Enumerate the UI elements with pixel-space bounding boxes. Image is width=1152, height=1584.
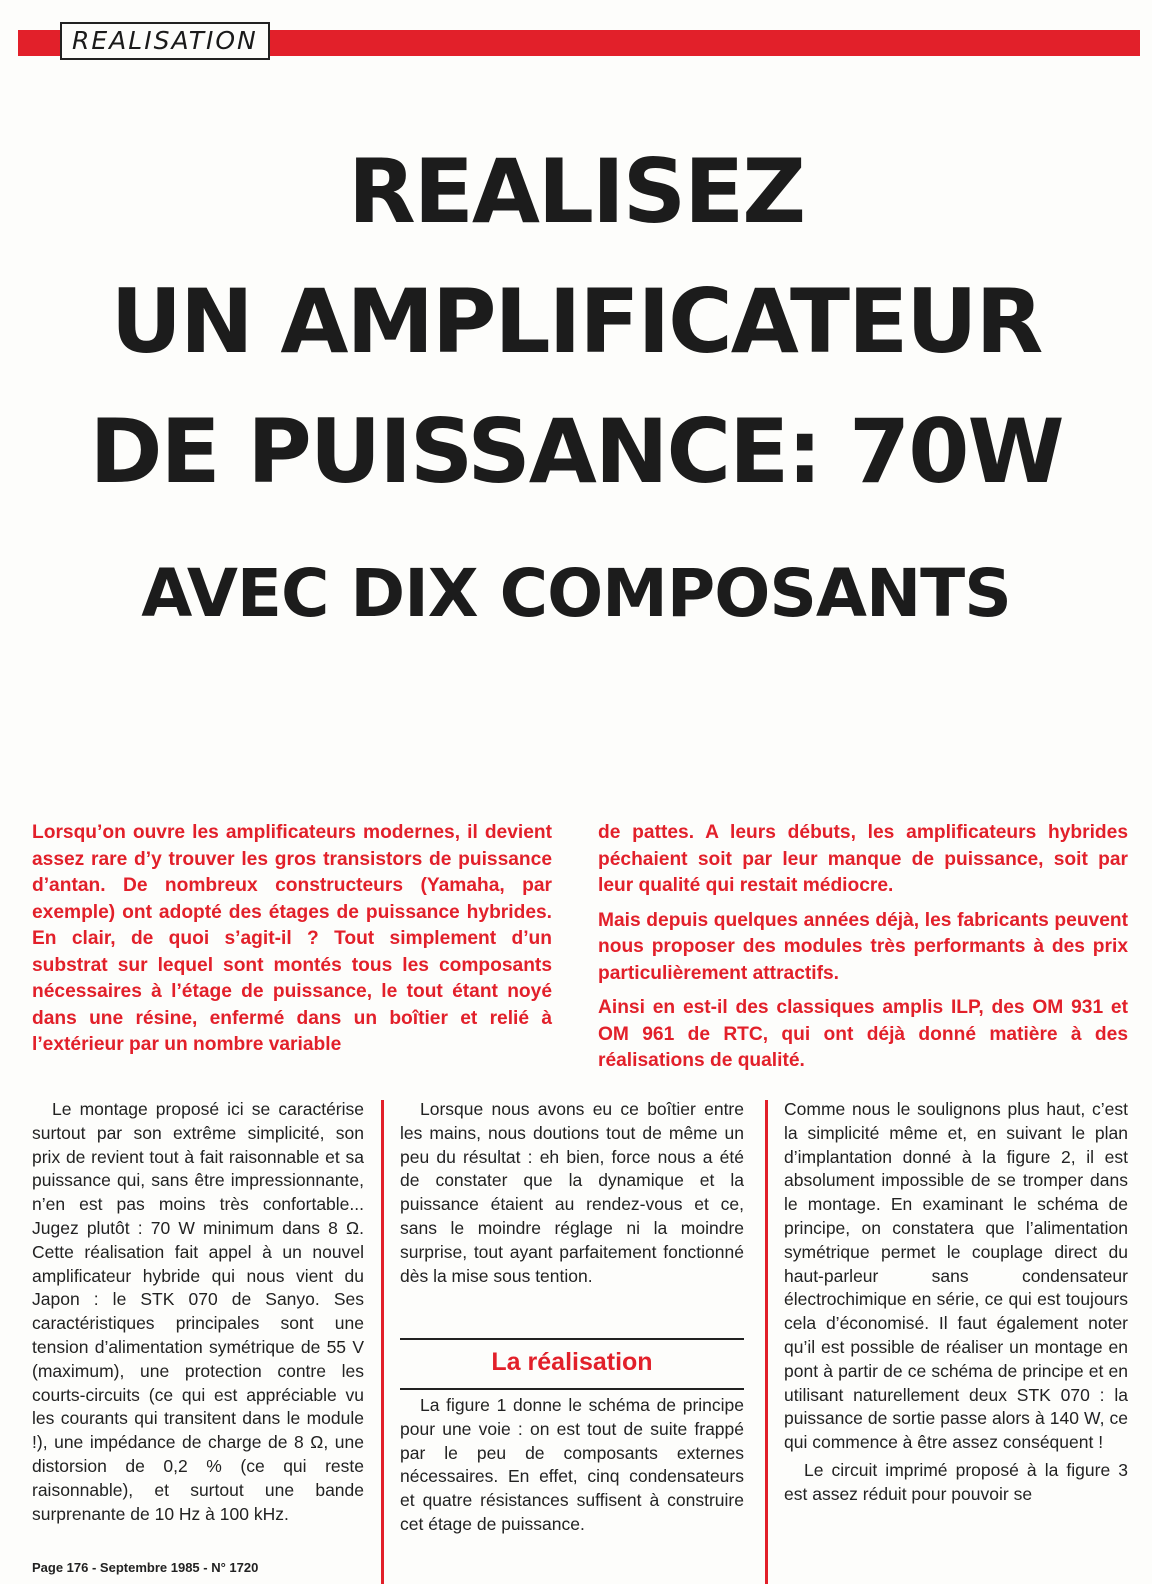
title-line-4: AVEC DIX COMPOSANTS (141, 555, 1011, 632)
intro-left-column (32, 820, 552, 1059)
title-line-1: REALISEZ (347, 140, 805, 243)
section-label: REALISATION (60, 22, 270, 60)
intro-right-paragraph-1: de pattes. A leurs débuts, les amplificateurs hybrides péchaient soit par leur manque de puissance, soit par leur qualité qui restait médiocre. (598, 822, 1128, 896)
subhead-rule-top (400, 1338, 744, 1340)
intro-right-paragraph-2: Mais depuis quelques années déjà, les fabricants peuvent nous proposer des modules très performants à des prix particulièrement attractifs. (598, 909, 1128, 984)
intro-right-paragraph-3: Ainsi en est-il des classiques amplis ILP, des OM 931 et OM 961 de RTC, qui ont déjà donné matière à des réalisations de qualité. (598, 997, 1128, 1071)
body-column-1-text: Le montage proposé ici se caractérise surtout par son extrême simplicité, son prix de revient tout à fait raisonnable et sa puissance qui, sans être impressionnante, n’en est pas moins très confortable... Jugez plutôt : 70 W minimum dans 8 Ω. Cette réalisation fait appel à un nouvel amplificateur hybride qui nous vient du Japon : le STK 070 de Sanyo. Ses caractéristiques principales sont une tension d’alimentation symétrique de 55 V (maximum), une protection contre les courts-circuits (ce qui est appréciable vu les courants qui transitent dans le module !), une impédance de charge de 8 Ω, une distorsion de 0,2 % (ce qui reste raisonnable), et surtout une bande surprenante de 10 Hz à 100 kHz. (32, 1099, 364, 1524)
subhead-rule-bottom (400, 1388, 744, 1390)
subheading: La réalisation (491, 1348, 653, 1376)
intro-right-column (598, 820, 1128, 1075)
page-footer: Page 176 - Septembre 1985 - N° 1720 (32, 1560, 259, 1575)
body-column-3 (784, 1098, 1128, 1548)
body-column-3-paragraph-1: Comme nous le soulignons plus haut, c’est la simplicité même et, en suivant le plan d’implantation donné à la figure 2, il est absolument impossible de se tromper dans le montage. En examinant le schéma de principe, on constatera que l’alimentation symétrique permet le couplage direct du haut-parleur sans condensateur électrochimique en série, ce qui est toujours cela d’économisé. Il faut également noter qu’il est possible de réaliser un montage en pont à partir de ce schéma de principe et en utilisant naturellement deux STK 070 : la puissance de sortie passe alors à 140 W, ce qui commence à être assez conséquent ! (784, 1099, 1128, 1453)
intro-left-text: Lorsqu’on ouvre les amplificateurs modernes, il devient assez rare d’y trouver les gros transistors de puissance d’antan. De nombreux constructeurs (Yamaha, par exemple) ont adopté des étages de puissance hybrides. En clair, de quoi s’agit-il ? Tout simplement d’un substrat sur lequel sont montés tous les composants nécessaires à l’étage de puissance, le tout étant noyé dans une résine, enfermé dans un boîtier et relié à l’extérieur par un nombre variable (32, 822, 552, 1055)
column-divider-2 (765, 1100, 768, 1584)
body-column-2-continued-text: La figure 1 donne le schéma de principe pour une voie : on est tout de suite frappé par le peu de composants externes nécessaires. En effet, cinq condensateurs et quatre résistances suffisent à construire cet étage de puissance. (400, 1395, 744, 1534)
title-line-2: UN AMPLIFICATEUR (110, 270, 1042, 373)
body-column-2 (400, 1098, 744, 1333)
body-column-1 (32, 1098, 364, 1548)
body-column-3-paragraph-2: Le circuit imprimé proposé à la figure 3 est assez réduit pour pouvoir se (784, 1459, 1128, 1504)
column-divider-1 (381, 1100, 384, 1584)
body-column-2-text: Lorsque nous avons eu ce boîtier entre les mains, nous doutions tout de même un peu du résultat : eh bien, force nous a été de constater que la dynamique et la puissance étaient au rendez-vous et ce, sans le moindre réglage ni la moindre surprise, tout ayant parfaitement fonctionné dès la mise sous tention. (400, 1099, 744, 1286)
title-line-3: DE PUISSANCE: 70W (89, 400, 1063, 503)
body-column-2-continued (400, 1394, 744, 1564)
